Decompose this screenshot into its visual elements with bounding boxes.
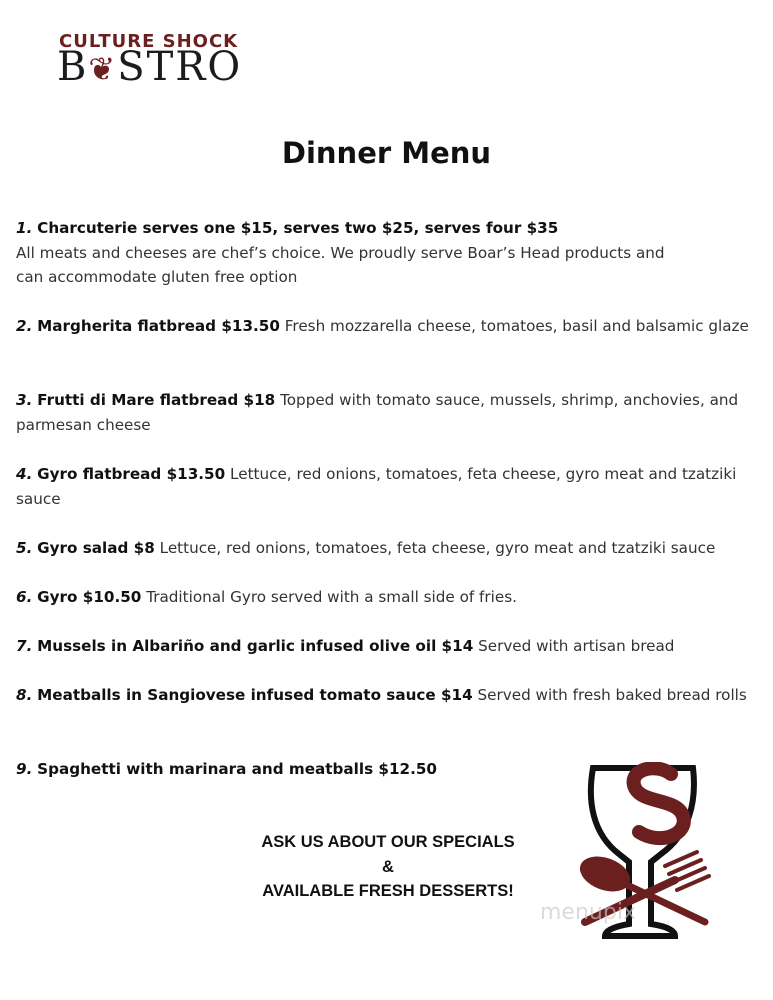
item-description: Served with fresh baked bread rolls [477,686,747,704]
menu-item [16,536,761,561]
swirl-shape [634,768,684,838]
logo-main-text [57,44,243,90]
item-name: Mussels in Albariño and garlic infused olive oil $14 [37,637,474,655]
item-description: Traditional Gyro served with a small side of fries. [146,588,517,606]
watermark: menupix [540,900,636,925]
item-name: Charcuterie serves one $15, serves two $25, serves four $35 [37,219,559,237]
specials-line-1: ASK US ABOUT OUR SPECIALS [261,833,515,851]
item-name: Spaghetti with marinara and meatballs $12.50 [37,760,438,778]
specials-notice [200,830,576,904]
item-number: 3. [16,391,33,409]
item-name: Margherita flatbread $13.50 [37,317,280,335]
item-name: Gyro flatbread $13.50 [37,465,226,483]
menu-item [16,683,761,708]
specials-line-2: & [382,857,394,876]
menu-item [16,216,761,290]
menu-item [16,314,761,339]
logo-top-text: CULTURE SHOCK [59,31,239,52]
item-number: 7. [16,637,33,655]
menu-item [16,388,761,437]
specials-line-3: AVAILABLE FRESH DESSERTS! [262,882,514,900]
item-name: Frutti di Mare flatbread $18 [37,391,276,409]
logo-b: B [57,44,89,90]
item-name: Gyro salad $8 [37,539,155,557]
item-number: 6. [16,588,33,606]
item-number: 2. [16,317,33,335]
item-name: Meatballs in Sangiovese infused tomato sauce $14 [37,686,473,704]
item-number: 5. [16,539,33,557]
item-number: 1. [16,219,33,237]
logo-stro: STRO [117,44,243,90]
item-description: All meats and cheeses are chef’s choice. We proudly serve Boar’s Head products and can accommodate gluten free option [16,243,665,286]
item-description: Lettuce, red onions, tomatoes, feta cheese, gyro meat and tzatziki sauce [16,465,737,508]
item-description: Topped with tomato sauce, mussels, shrimp, anchovies, and parmesan cheese [16,391,739,434]
menu-item [16,634,761,659]
item-description: Served with artisan bread [478,637,675,655]
item-name: Gyro $10.50 [37,588,142,606]
spoon-handle [625,884,705,922]
menu-item [16,585,761,610]
leaf-icon: ❦ [88,50,118,88]
item-number: 9. [16,760,33,778]
item-description: Fresh mozzarella cheese, tomatoes, basil and balsamic glaze [284,317,749,335]
item-description: Lettuce, red onions, tomatoes, feta cheese, gyro meat and tzatziki sauce [159,539,716,557]
menu-item [16,462,761,511]
item-number: 4. [16,465,33,483]
page-title: Dinner Menu [281,136,492,170]
item-number: 8. [16,686,33,704]
